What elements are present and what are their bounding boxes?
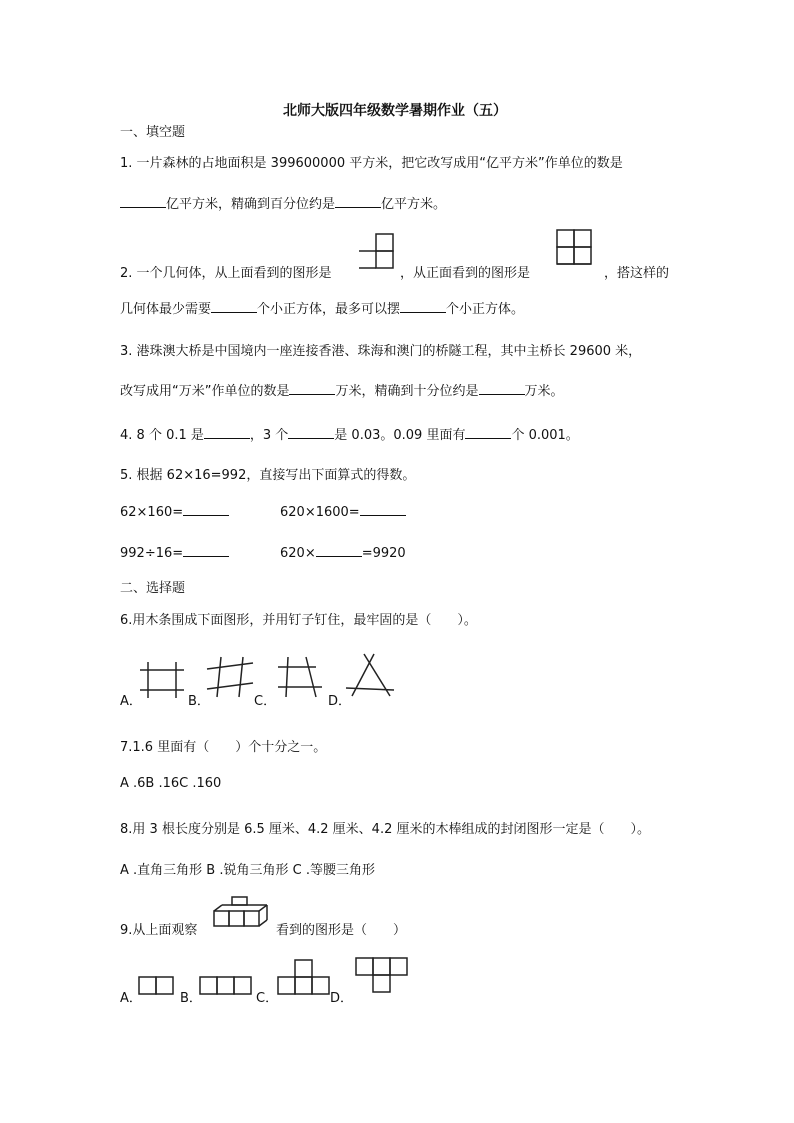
option-b-label[interactable]: B． [180, 991, 202, 1006]
question-8-stem: 8.用 3 根长度分别是 6.5 厘米、4.2 厘米、4.2 厘米的木棒组成的封闭图形一定是（ ）。 [120, 822, 650, 837]
question-9-stem-a: 9.从上面观察 [120, 923, 198, 938]
question-6-stem: 6.用木条围成下面图形，并用钉子钉住，最牢固的是（ ）。 [120, 613, 477, 628]
question-2-line1c: ，搭这样的 [604, 266, 670, 281]
answer-blank[interactable] [288, 437, 334, 439]
figure-9b-three-squares [198, 975, 254, 997]
option-c-label[interactable]: C． [256, 991, 279, 1006]
answer-blank[interactable] [120, 206, 166, 208]
answer-blank[interactable] [479, 393, 525, 395]
answer-blank[interactable] [400, 311, 446, 313]
figure-9c-t-shape [276, 958, 332, 998]
question-7-options[interactable]: A .6B .16C .160 [120, 776, 222, 791]
question-3-line2: 改写成用“万米”作单位的数是 万米，精确到十分位约是 万米。 [120, 384, 564, 399]
question-2-line1b: ，从正面看到的图形是 [400, 266, 531, 281]
option-a-label[interactable]: A． [120, 694, 142, 709]
question-7-stem: 7.1.6 里面有（ ）个十分之一。 [120, 740, 327, 755]
top-view-figure [358, 232, 398, 274]
question-3-line1: 3. 港珠澳大桥是中国境内一座连接香港、珠海和澳门的桥隧工程，其中主桥长 29600 米， [120, 344, 642, 359]
question-8-options[interactable]: A .直角三角形 B .锐角三角形 C .等腰三角形 [120, 863, 375, 878]
question-2-line2: 几何体最少需要 个小正方体，最多可以摆 个小正方体。 [120, 302, 525, 317]
question-5-intro: 5. 根据 62×16=992，直接写出下面算式的得数。 [120, 468, 416, 483]
front-view-figure [556, 228, 596, 274]
answer-blank[interactable] [183, 514, 229, 516]
figure-9d-inverted-t-shape [354, 956, 410, 996]
calc-3: 992÷16= [120, 546, 229, 561]
answer-blank[interactable] [183, 555, 229, 557]
option-d-label[interactable]: D． [328, 694, 352, 709]
page-title: 北师大版四年级数学暑期作业（五） [283, 103, 507, 119]
option-a-label[interactable]: A． [120, 991, 142, 1006]
answer-blank[interactable] [465, 437, 511, 439]
answer-blank[interactable] [289, 393, 335, 395]
option-b-label[interactable]: B． [188, 694, 210, 709]
answer-blank[interactable] [335, 206, 381, 208]
question-1-line2: 亿平方米，精确到百分位约是 亿平方米。 [120, 193, 446, 212]
figure-d-triangle-frame [344, 652, 396, 700]
cube-stack-figure [212, 897, 274, 931]
question-1-line1: 1. 一片森林的占地面积是 399600000 平方米，把它改写成用“亿平方米”作单位的数是 [120, 156, 623, 171]
figure-b-parallelogram-frame [205, 655, 255, 700]
option-c-label[interactable]: C． [254, 694, 277, 709]
answer-blank[interactable] [316, 555, 362, 557]
question-4: 4. 8 个 0.1 是 ，3 个 是 0.03。0.09 里面有 个 0.001。 [120, 428, 579, 443]
calc-2: 620×1600= [280, 505, 406, 520]
option-d-label[interactable]: D． [330, 991, 354, 1006]
question-2-line1a: 2. 一个几何体，从上面看到的图形是 [120, 266, 332, 281]
figure-a-rectangle-frame [138, 660, 188, 700]
answer-blank[interactable] [211, 311, 257, 313]
figure-c-trapezoid-frame [276, 655, 326, 700]
section-fill-blank: 一、填空题 [120, 125, 186, 140]
calc-4: 620× =9920 [280, 546, 406, 561]
answer-blank[interactable] [204, 437, 250, 439]
section-multiple-choice: 二、选择题 [120, 581, 186, 596]
answer-blank[interactable] [360, 514, 406, 516]
question-9-stem-b: 看到的图形是（ ） [276, 923, 407, 938]
calc-1: 62×160= [120, 505, 229, 520]
figure-9a-two-squares [137, 975, 177, 997]
